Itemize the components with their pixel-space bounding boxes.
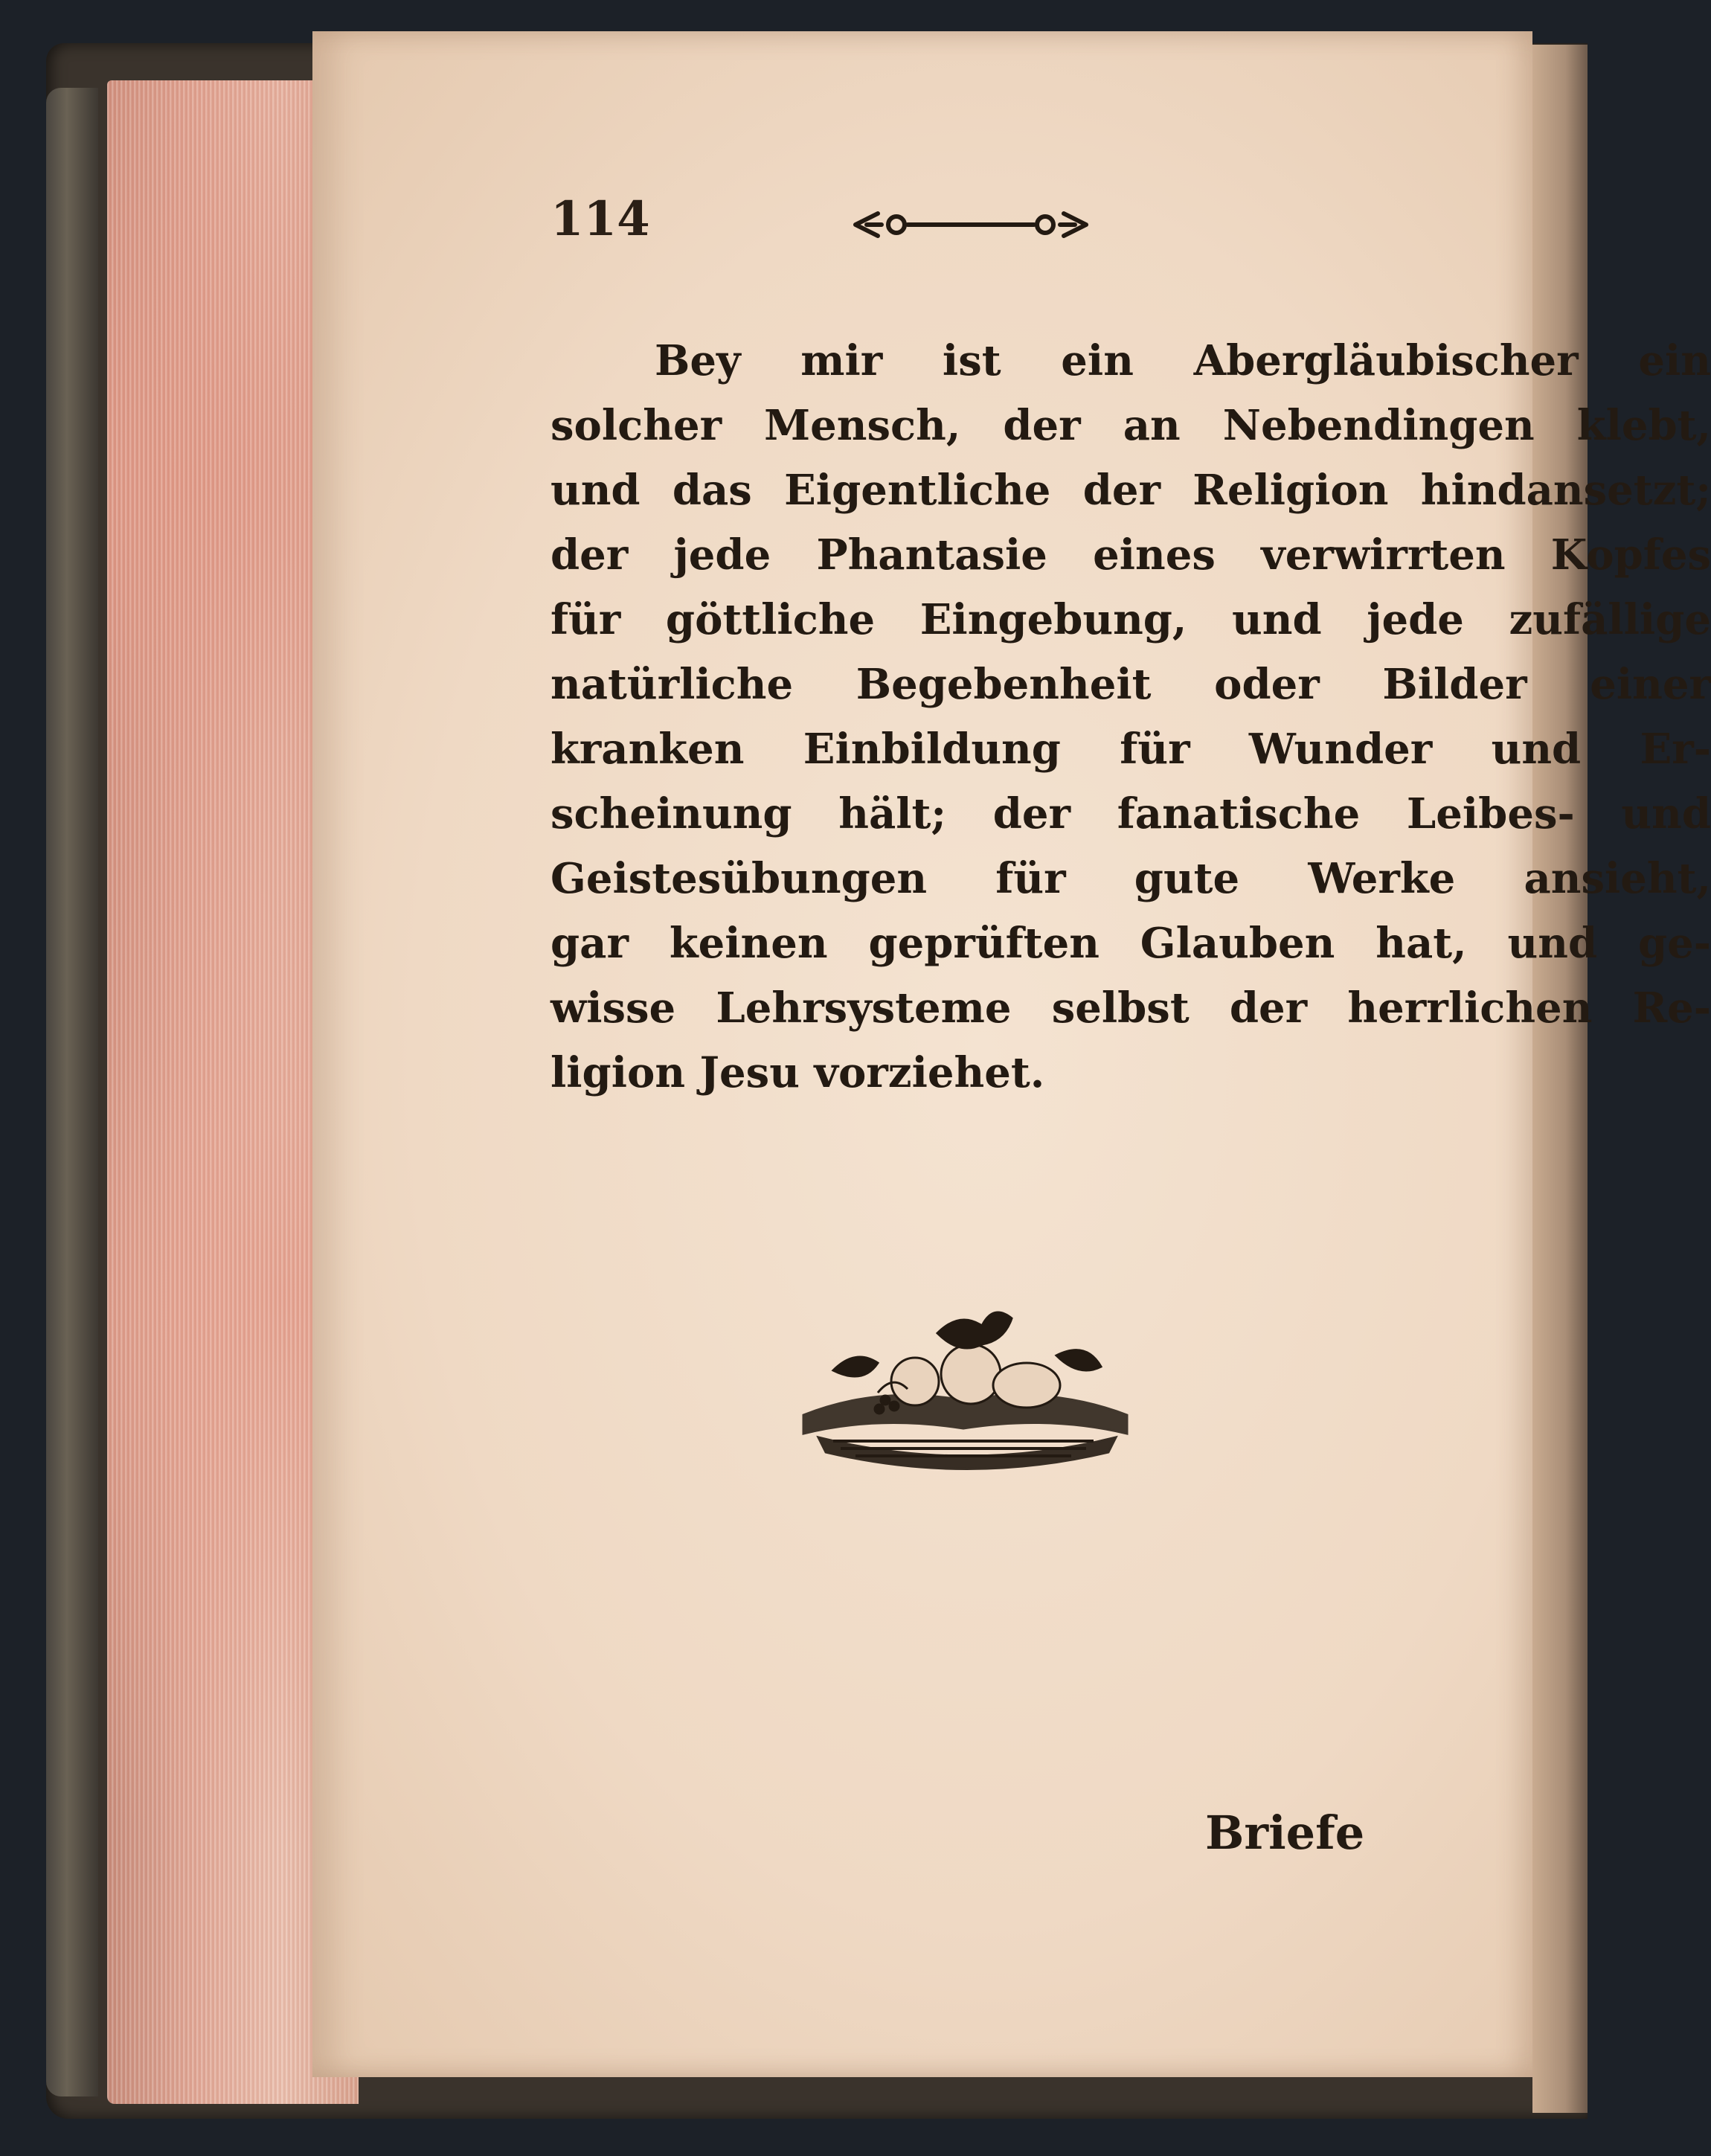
text-line: Bey mir ist ein Abergläubischer ein bbox=[655, 336, 1711, 385]
body-text bbox=[550, 329, 1711, 1106]
text-line: wisse Lehrsysteme selbst der herrlichen Re- bbox=[550, 984, 1711, 1033]
text-line: der jede Phantasie eines verwirrten Kopfes bbox=[550, 530, 1711, 580]
text-line: gar keinen geprüften Glauben hat, und ge- bbox=[550, 919, 1711, 968]
page-number: 114 bbox=[550, 191, 650, 247]
text-line: solcher Mensch, der an Nebendingen klebt, bbox=[550, 401, 1711, 450]
text-line: natürliche Begebenheit oder Bilder einer bbox=[550, 660, 1711, 709]
text-line: scheinung hält; der fanatische Leibes- und bbox=[550, 789, 1711, 838]
book-page bbox=[312, 31, 1711, 2077]
fruit-vignette-icon bbox=[789, 1303, 1138, 1489]
catchword: Briefe bbox=[1205, 1806, 1365, 1860]
text-line: ligion Jesu vorziehet. bbox=[550, 1048, 1045, 1097]
header-ornament-icon bbox=[848, 199, 1094, 251]
text-line: kranken Einbildung für Wunder und Er- bbox=[550, 725, 1711, 774]
text-line: für göttliche Eingebung, und jede zufällige bbox=[550, 595, 1711, 644]
text-line: und das Eigentliche der Religion hindansetzt; bbox=[550, 466, 1711, 515]
text-line: Geistesübungen für gute Werke ansieht, bbox=[550, 854, 1711, 903]
book-cover-spine bbox=[46, 88, 98, 2096]
